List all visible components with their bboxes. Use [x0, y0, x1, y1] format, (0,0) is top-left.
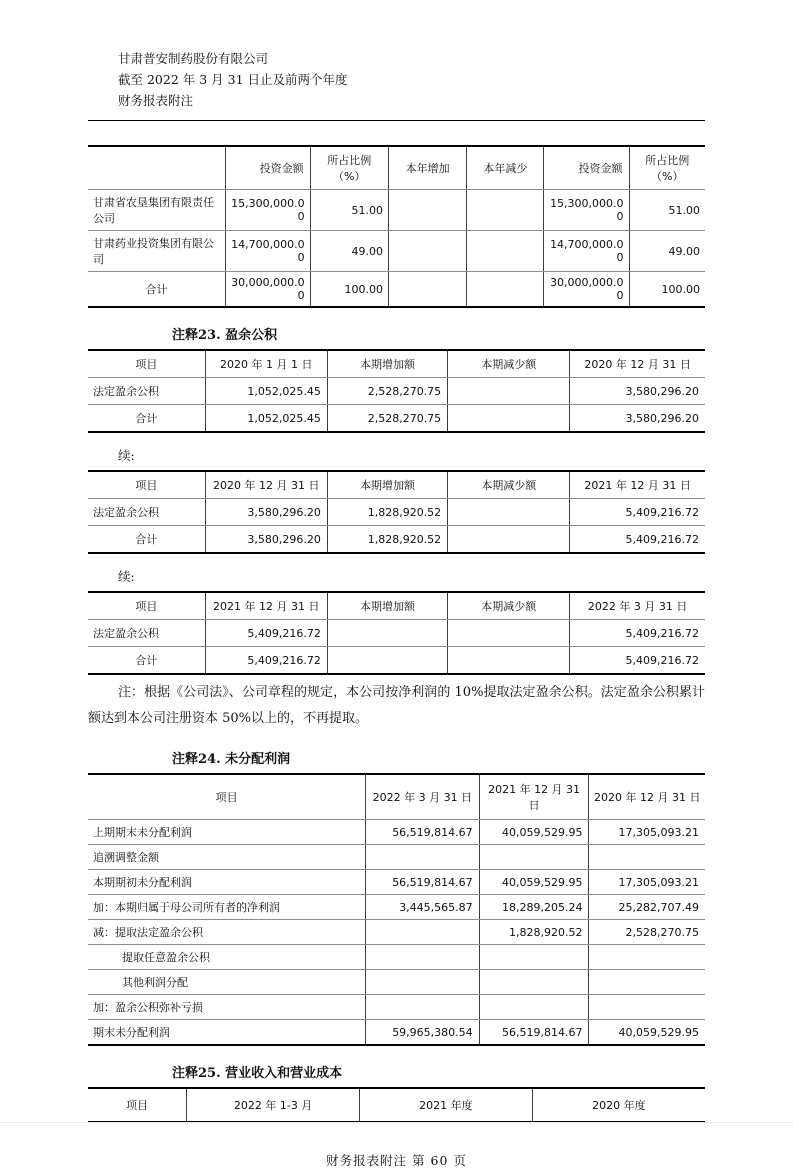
table-row: [88, 920, 705, 945]
value-cell: 51.00: [310, 190, 388, 231]
row-label-cell: 其他利润分配: [88, 970, 366, 995]
value-cell: [479, 945, 589, 970]
value-cell: 1,828,920.52: [479, 920, 589, 945]
company-name: 甘肃普安制药股份有限公司: [118, 51, 269, 66]
value-cell: 100.00: [629, 272, 705, 308]
value-cell: [589, 945, 705, 970]
table-total-row: [88, 647, 705, 675]
value-cell: 5,409,216.72: [570, 620, 705, 647]
table-total-row: [88, 526, 705, 554]
row-label-cell: 合计: [88, 526, 205, 554]
value-cell: 17,305,093.21: [589, 820, 705, 845]
value-cell: 3,580,296.20: [205, 499, 327, 526]
surplus-reserve-table-2022: [88, 591, 705, 675]
value-cell: [448, 378, 570, 405]
table-row: [88, 499, 705, 526]
section-heading-note25: 注释25. 营业收入和营业成本: [172, 1066, 343, 1081]
value-cell: [479, 970, 589, 995]
table-row: [88, 995, 705, 1020]
row-label-cell: 甘肃省农垦集团有限责任公司: [88, 190, 226, 231]
value-cell: [448, 620, 570, 647]
value-cell: 40,059,529.95: [589, 1020, 705, 1046]
value-cell: [366, 995, 480, 1020]
table-header-row: [88, 146, 705, 190]
column-header: 2021 年 12 月 31 日: [570, 471, 705, 499]
note-paragraph: 注：根据《公司法》、公司章程的规定，本公司按净利润的 10%提取法定盈余公积。法定盈余公积累计额达到本公司注册资本 50%以上的，不再提取。: [88, 685, 705, 726]
value-cell: [479, 995, 589, 1020]
row-label-cell: 加：本期归属于母公司所有者的净利润: [88, 895, 366, 920]
value-cell: [366, 845, 480, 870]
value-cell: [448, 647, 570, 675]
column-header: 本期增加额: [327, 350, 447, 378]
column-header: 项目: [88, 1088, 187, 1122]
table-total-row: [88, 405, 705, 433]
table-row: [88, 895, 705, 920]
value-cell: 56,519,814.67: [366, 870, 480, 895]
value-cell: [388, 231, 466, 272]
value-cell: 51.00: [629, 190, 705, 231]
column-header: 2020 年 1 月 1 日: [205, 350, 327, 378]
value-cell: 2,528,270.75: [327, 405, 447, 433]
value-cell: [388, 272, 466, 308]
row-label-cell: 期末未分配利润: [88, 1020, 366, 1046]
value-cell: [467, 190, 544, 231]
value-cell: [448, 405, 570, 433]
column-header: 本期减少额: [448, 350, 570, 378]
row-label-cell: 追溯调整金额: [88, 845, 366, 870]
value-cell: 1,828,920.52: [327, 499, 447, 526]
table-row: [88, 378, 705, 405]
value-cell: 5,409,216.72: [205, 647, 327, 675]
value-cell: 15,300,000.00: [544, 190, 629, 231]
row-label-cell: 合计: [88, 647, 205, 675]
value-cell: 1,052,025.45: [205, 378, 327, 405]
row-label-cell: 法定盈余公积: [88, 620, 205, 647]
row-label-cell: 合计: [88, 405, 205, 433]
column-header: 本期增加额: [327, 471, 447, 499]
table-header-row: [88, 471, 705, 499]
column-header: 2022 年 3 月 31 日: [366, 774, 480, 820]
table-header-row: [88, 774, 705, 820]
value-cell: [589, 970, 705, 995]
section-heading-note24: 注释24. 未分配利润: [172, 752, 291, 767]
value-cell: [327, 620, 447, 647]
table-header-row: [88, 350, 705, 378]
table-row: [88, 820, 705, 845]
value-cell: 49.00: [629, 231, 705, 272]
value-cell: 3,445,565.87: [366, 895, 480, 920]
column-header: 本期减少额: [448, 592, 570, 620]
table-row: [88, 231, 705, 272]
column-header: 2021 年度: [359, 1088, 532, 1122]
row-label-cell: 合计: [88, 272, 226, 308]
investment-structure-table: [88, 145, 705, 308]
row-label-cell: 法定盈余公积: [88, 499, 205, 526]
page-footer: 财务报表附注 第 60 页: [326, 1153, 467, 1168]
value-cell: 5,409,216.72: [205, 620, 327, 647]
value-cell: [366, 970, 480, 995]
value-cell: [589, 845, 705, 870]
value-cell: [467, 272, 544, 308]
column-header: 2020 年 12 月 31 日: [589, 774, 705, 820]
column-header: 本期增加额: [327, 592, 447, 620]
revenue-cost-table: [88, 1087, 705, 1123]
value-cell: 59,965,380.54: [366, 1020, 480, 1046]
row-label-cell: 加：盈余公积弥补亏损: [88, 995, 366, 1020]
column-header: 2020 年 12 月 31 日: [570, 350, 705, 378]
value-cell: 56,519,814.67: [366, 820, 480, 845]
table-row: [88, 970, 705, 995]
retained-earnings-table: [88, 773, 705, 1046]
table-header-row: [88, 1088, 705, 1122]
value-cell: 100.00: [310, 272, 388, 308]
column-header: 所占比例（%）: [629, 146, 705, 190]
value-cell: 3,580,296.20: [205, 526, 327, 554]
value-cell: [388, 190, 466, 231]
value-cell: 3,580,296.20: [570, 405, 705, 433]
value-cell: 56,519,814.67: [479, 1020, 589, 1046]
continuation-label: 续:: [118, 448, 135, 463]
value-cell: 2,528,270.75: [589, 920, 705, 945]
value-cell: 14,700,000.00: [544, 231, 629, 272]
column-header: 2020 年度: [532, 1088, 705, 1122]
value-cell: 14,700,000.00: [226, 231, 311, 272]
column-header: 本年增加: [388, 146, 466, 190]
value-cell: [448, 526, 570, 554]
value-cell: [467, 231, 544, 272]
value-cell: 30,000,000.00: [544, 272, 629, 308]
table-row: [88, 945, 705, 970]
row-label-cell: 提取任意盈余公积: [88, 945, 366, 970]
table-header-row: [88, 592, 705, 620]
value-cell: 5,409,216.72: [570, 499, 705, 526]
row-label-cell: 减：提取法定盈余公积: [88, 920, 366, 945]
column-header: 投资金额: [544, 146, 629, 190]
value-cell: [448, 499, 570, 526]
value-cell: 25,282,707.49: [589, 895, 705, 920]
value-cell: 49.00: [310, 231, 388, 272]
column-header: [88, 146, 226, 190]
column-header: 投资金额: [226, 146, 311, 190]
column-header: 项目: [88, 471, 205, 499]
value-cell: 3,580,296.20: [570, 378, 705, 405]
value-cell: [327, 647, 447, 675]
value-cell: [479, 845, 589, 870]
value-cell: 1,052,025.45: [205, 405, 327, 433]
section-heading-note23: 注释23. 盈余公积: [172, 328, 278, 343]
value-cell: 5,409,216.72: [570, 526, 705, 554]
table-row: [88, 190, 705, 231]
table-total-row: [88, 272, 705, 308]
surplus-reserve-table-2021: [88, 470, 705, 554]
surplus-reserve-table-2020: [88, 349, 705, 433]
column-header: 项目: [88, 774, 366, 820]
value-cell: 40,059,529.95: [479, 870, 589, 895]
value-cell: [589, 995, 705, 1020]
column-header: 本期减少额: [448, 471, 570, 499]
table-row: [88, 870, 705, 895]
value-cell: [366, 945, 480, 970]
row-label-cell: 本期期初未分配利润: [88, 870, 366, 895]
column-header: 项目: [88, 350, 205, 378]
value-cell: [366, 920, 480, 945]
header-divider: [88, 120, 705, 121]
column-header: 2022 年 1-3 月: [187, 1088, 360, 1122]
value-cell: 40,059,529.95: [479, 820, 589, 845]
column-header: 所占比例（%）: [310, 146, 388, 190]
column-header: 本年减少: [467, 146, 544, 190]
column-header: 2021 年 12 月 31 日: [479, 774, 589, 820]
value-cell: 15,300,000.00: [226, 190, 311, 231]
table-row: [88, 845, 705, 870]
value-cell: 2,528,270.75: [327, 378, 447, 405]
value-cell: 1,828,920.52: [327, 526, 447, 554]
row-label-cell: 法定盈余公积: [88, 378, 205, 405]
table-row: [88, 620, 705, 647]
column-header: 2022 年 3 月 31 日: [570, 592, 705, 620]
report-period: 截至 2022 年 3 月 31 日止及前两个年度: [118, 72, 348, 87]
column-header: 2021 年 12 月 31 日: [205, 592, 327, 620]
continuation-label: 续:: [118, 569, 135, 584]
value-cell: 17,305,093.21: [589, 870, 705, 895]
document-header: [118, 48, 705, 111]
column-header: 2020 年 12 月 31 日: [205, 471, 327, 499]
row-label-cell: 上期期末未分配利润: [88, 820, 366, 845]
value-cell: 18,289,205.24: [479, 895, 589, 920]
column-header: 项目: [88, 592, 205, 620]
value-cell: 30,000,000.00: [226, 272, 311, 308]
table-row: [88, 1020, 705, 1046]
row-label-cell: 甘肃药业投资集团有限公司: [88, 231, 226, 272]
report-type: 财务报表附注: [118, 93, 194, 108]
value-cell: 5,409,216.72: [570, 647, 705, 675]
